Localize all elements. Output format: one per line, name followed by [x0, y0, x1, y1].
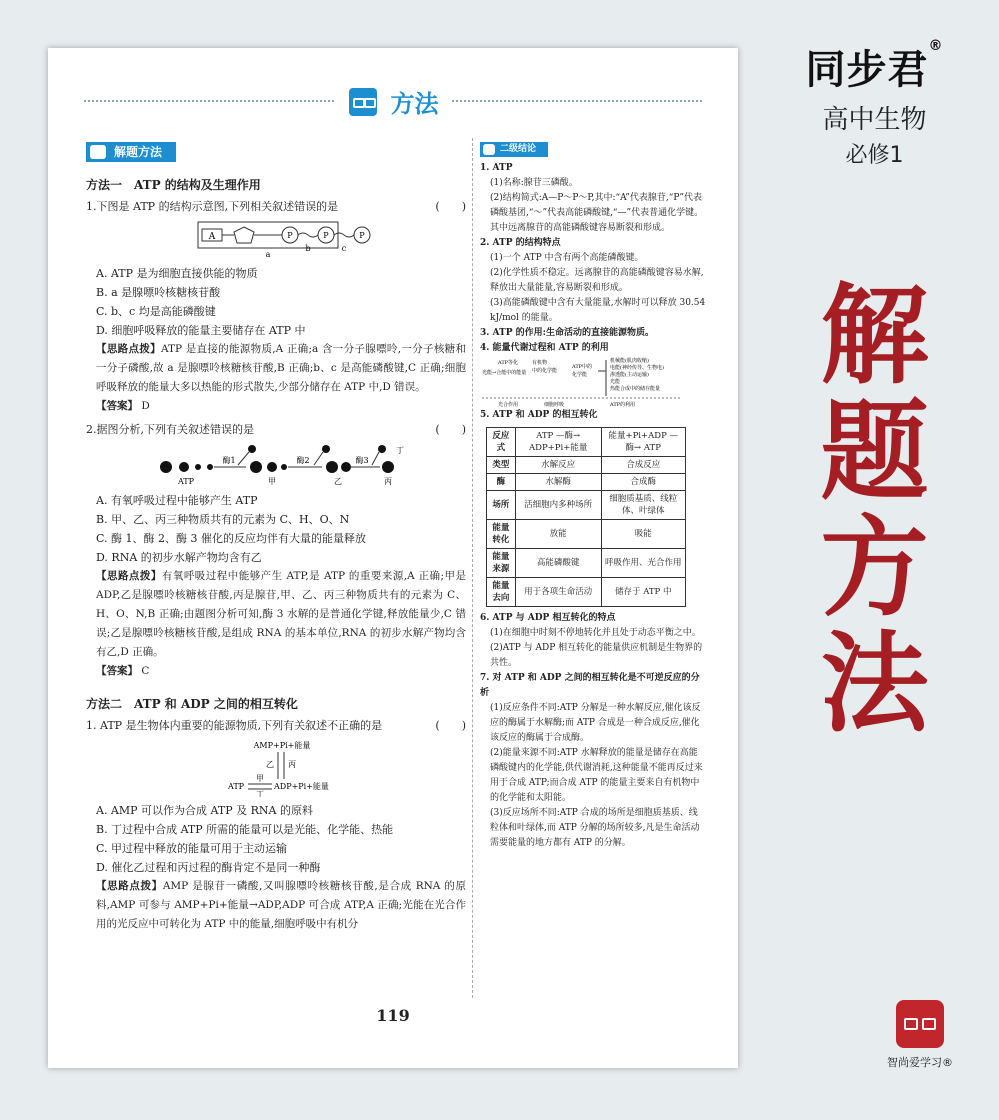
row-header-cell: 能量去向	[487, 578, 516, 607]
big-title-char: 法	[820, 622, 929, 747]
flow-label: ATP等化	[498, 360, 519, 366]
flow-label: 光合作用	[498, 402, 519, 408]
header-divider-right	[452, 100, 702, 102]
option-a: A. AMP 可以作为合成 ATP 及 RNA 的原料	[96, 804, 313, 817]
table-cell: 细胞质基质、线粒体、叶绿体	[601, 491, 686, 520]
flow-label: 中的化学能	[532, 368, 558, 374]
fig1-label: P	[287, 231, 293, 240]
row-header-cell: 反应式	[487, 428, 516, 457]
table-cell: 合成反应	[601, 457, 686, 474]
atp-structure-figure	[86, 220, 466, 260]
analysis-label: 【思路点拨】	[96, 570, 162, 582]
item-line: (1)一个 ATP 中含有两个高能磷酸键。	[490, 253, 644, 263]
atp-adp-amp-figure	[86, 739, 466, 797]
section-tag-conclusions	[480, 142, 548, 157]
method-title: 方法一 ATP 的结构及生理作用	[86, 178, 261, 192]
analysis-text: ATP 是直接的能源物质,A 正确;a 含一分子腺嘌呤,一分子核糖和一分子磷酸,故 a 是腺嘌呤核糖核苷酸,B 正确;b、c 是高能磷酸键,C 正确;细胞呼吸释放的能量大多以热能的形式散失,少部分储存在 ATP 中,D 错误。	[96, 343, 467, 393]
corner-brand	[860, 1000, 980, 1070]
item-title: 4. 能量代谢过程和 ATP 的利用	[480, 343, 609, 353]
glasses-icon	[483, 144, 495, 155]
table-row	[487, 578, 686, 607]
section-tag-methods	[86, 142, 176, 162]
answer	[86, 397, 466, 416]
table-cell: 用于各项生命活动	[515, 578, 601, 607]
table-cell: 水解酶	[515, 474, 601, 491]
table-cell: 储存于 ATP 中	[601, 578, 686, 607]
answer-paren: ( )	[435, 200, 466, 213]
table-cell: 能量+Pi+ADP —酶→ ATP	[601, 428, 686, 457]
column-divider	[472, 138, 473, 998]
item-line: (2)结构简式:A—P～P～P,其中:“A”代表腺苷,“P”代表磷酸基团,“～”代表高能磷酸键,“—”代表普通化学键。其中远离腺苷的高能磷酸键容易断裂和形成。	[490, 193, 704, 233]
option-b: B. 甲、乙、丙三种物质共有的元素为 C、H、O、N	[96, 513, 350, 526]
option-c: C. b、c 均是高能磷酸键	[96, 305, 216, 318]
side-panel	[750, 30, 999, 747]
flow-label: 光能	[610, 379, 621, 385]
flow-label: 化学能	[572, 372, 588, 378]
question-text: 1. ATP 是生物体内重要的能源物质,下列有关叙述不正确的是	[86, 719, 383, 732]
table-row	[487, 520, 686, 549]
fig2-label: 甲	[268, 477, 276, 486]
section-tag-label: 解题方法	[114, 145, 163, 159]
table-row	[487, 428, 686, 457]
subject-label: 高中生物	[822, 105, 927, 135]
table-cell: 高能磷酸键	[515, 549, 601, 578]
item-title: 2. ATP 的结构特点	[480, 238, 561, 248]
book-page	[48, 48, 738, 1068]
analysis-text: AMP 是腺苷一磷酸,又叫腺嘌呤核糖核苷酸,是合成 RNA 的原料,AMP 可参与 AMP+Pi+能量→ADP,ADP 可合成 ATP,A 正确;光能在光合作用的光反应中可转化为 ATP 中的能量,细胞呼吸中有机分	[96, 880, 467, 930]
big-title-char: 解	[820, 274, 929, 399]
fig3-label: ADP+Pi+能量	[274, 782, 329, 791]
analysis	[86, 877, 466, 934]
flow-label: 电能(神经传导、生物电)	[610, 365, 664, 371]
answer-value: D	[141, 400, 150, 412]
energy-flow-figure	[480, 356, 706, 408]
item-line: (1)名称:腺苷三磷酸。	[490, 178, 578, 188]
fig1-label: c	[341, 244, 347, 253]
option-d: D. 细胞呼吸释放的能量主要储存在 ATP 中	[96, 324, 306, 337]
header-center	[334, 84, 454, 119]
question-stem	[86, 420, 466, 439]
flow-label: 光能→合能中的能量	[482, 370, 527, 376]
fig1-label: P	[359, 231, 365, 240]
fig3-label: AMP+Pi+能量	[253, 741, 311, 750]
fig3-label: 丙	[288, 760, 296, 769]
glasses-icon	[90, 145, 106, 159]
fig1-label: b	[305, 244, 311, 253]
item-title: 1. ATP	[480, 163, 513, 173]
answer-value: C	[141, 665, 150, 677]
item-line: (2)化学性质不稳定。远离腺苷的高能磷酸键容易水解,释放出大量能量,容易断裂和形成。	[490, 268, 704, 293]
table-row	[487, 457, 686, 474]
fig3-label: 乙	[266, 760, 274, 769]
left-column	[86, 142, 466, 934]
fig1-label: A	[208, 232, 216, 242]
fig2-label: 酶3	[355, 456, 369, 465]
item-title: 7. 对 ATP 和 ADP 之间的相互转化是不可逆反应的分析	[480, 673, 700, 698]
atp-hydrolysis-figure	[86, 443, 466, 487]
header-divider-left	[84, 100, 334, 102]
row-header-cell: 能量来源	[487, 549, 516, 578]
row-header-cell: 类型	[487, 457, 516, 474]
row-header-cell: 能量转化	[487, 520, 516, 549]
item-line: (3)高能磷酸键中含有大量能量,水解时可以释放 30.54 kJ/mol 的能量。	[490, 298, 706, 323]
answer-paren: ( )	[435, 719, 466, 732]
table-cell: 合成酶	[601, 474, 686, 491]
item-line: (1)反应条件不同:ATP 分解是一种水解反应,催化该反应的酶属于水解酶;而 ATP 合成是一种合成反应,催化该反应的酶属于合成酶。	[490, 703, 701, 743]
atp-hydrolysis-svg	[86, 443, 466, 487]
energy-flow-svg	[480, 356, 706, 408]
atp-structure-svg	[86, 220, 466, 260]
table-cell: ATP —酶→ ADP+Pi+能量	[515, 428, 601, 457]
registered-mark: ®	[942, 1056, 953, 1069]
option-d: D. RNA 的初步水解产物均含有乙	[96, 551, 262, 564]
fig1-label: a	[265, 250, 271, 259]
item-title: 3. ATP 的作用:生命活动的直接能源物质。	[480, 328, 654, 338]
brand-logo	[750, 38, 999, 95]
item-line: (2)能量来源不同:ATP 水解释放的能量是储存在高能磷酸键内的化学能,供代谢消耗,这种能量不能再反过来用于合成 ATP;而合成 ATP 的能量主要来自有机物中的化学能和太阳能。	[490, 748, 703, 803]
fig2-label: 酶2	[296, 456, 310, 465]
fig3-label: 丁	[256, 790, 264, 797]
item-line: (3)反应场所不同:ATP 合成的场所是细胞质基质、线粒体和叶绿体,而 ATP 分解的场所较多,凡是生命活动需要能量的地方都有 ATP 的分解。	[490, 808, 700, 848]
analysis-label: 【思路点拨】	[96, 343, 161, 355]
fig2-label: 丁	[396, 446, 404, 455]
flow-label: 细胞呼吸	[544, 402, 565, 408]
answer-label: 【答案】	[96, 665, 138, 677]
option-b: B. 丁过程中合成 ATP 所需的能量可以是光能、化学能、热能	[96, 823, 394, 836]
question-stem	[86, 197, 466, 216]
table-cell: 活细胞内多种场所	[515, 491, 601, 520]
header-title: 方法	[390, 90, 439, 118]
atp-adp-comparison-table	[486, 427, 686, 607]
answer	[86, 662, 466, 681]
fig1-label: P	[323, 231, 329, 240]
analysis	[86, 567, 466, 662]
right-column	[480, 142, 706, 851]
item-title: 5. ATP 和 ADP 的相互转化	[480, 410, 598, 420]
question-stem	[86, 716, 466, 735]
method-title: 方法二 ATP 和 ADP 之间的相互转化	[86, 697, 298, 711]
table-cell: 吸能	[601, 520, 686, 549]
option-c: C. 酶 1、酶 2、酶 3 催化的反应均伴有大量的能量释放	[96, 532, 366, 545]
option-c: C. 甲过程中释放的能量可用于主动运输	[96, 842, 288, 855]
answer-label: 【答案】	[96, 400, 138, 412]
registered-mark: ®	[928, 38, 944, 54]
row-header-cell: 场所	[487, 491, 516, 520]
flow-label: 机械能(肌肉收缩)	[610, 358, 649, 364]
flow-label: ATP中的	[572, 364, 593, 370]
fig3-label: ATP	[228, 782, 245, 791]
table-cell: 呼吸作用、光合作用	[601, 549, 686, 578]
row-header-cell: 酶	[487, 474, 516, 491]
analysis	[86, 340, 466, 397]
table-row	[487, 549, 686, 578]
item-title: 6. ATP 与 ADP 相互转化的特点	[480, 613, 616, 623]
flow-label: ATP的利用	[610, 402, 636, 408]
analysis-label: 【思路点拨】	[96, 880, 163, 892]
option-b: B. a 是腺嘌呤核糖核苷酸	[96, 286, 221, 299]
answer-paren: ( )	[435, 423, 466, 436]
table-row	[487, 491, 686, 520]
fig3-label: 甲	[256, 774, 264, 783]
option-d: D. 催化乙过程和丙过程的酶肯定不是同一种酶	[96, 861, 321, 874]
table-cell: 放能	[515, 520, 601, 549]
analysis-text: 有氧呼吸过程中能够产生 ATP,是 ATP 的重要来源,A 正确;甲是 ADP,乙是腺嘌呤核糖核苷酸,丙是腺苷,甲、乙、丙三种物质共有的元素为 C、H、O、N,B 正确;由题图分析可知,酶 3 水解的是普通化学键,释放能量少,C 错误;乙是腺嘌呤核糖核苷酸,是组成 RNA 的基本单位,RNA 的初步水解产物均含有乙,D 正确。	[96, 570, 467, 658]
table-row	[487, 474, 686, 491]
brand-name: 同步君	[805, 47, 929, 93]
flow-label: 热能合成中的储存能量	[610, 386, 661, 392]
fig2-label: 酶1	[222, 456, 236, 465]
page-number: 119	[376, 1006, 410, 1025]
big-title-char: 题	[820, 390, 929, 515]
item-line: (1)在细胞中时刻不停地转化并且处于动态平衡之中。	[490, 628, 701, 638]
glasses-logo-icon	[349, 88, 377, 116]
flow-label: 渗透能(主动运输)	[610, 372, 649, 378]
big-title-char: 方	[820, 506, 929, 631]
atp-adp-amp-svg	[86, 739, 466, 797]
big-title	[750, 274, 999, 747]
question-text: 1.下图是 ATP 的结构示意图,下列相关叙述错误的是	[86, 200, 339, 213]
option-a: A. ATP 是为细胞直接供能的物质	[96, 267, 258, 280]
item-line: (2)ATP 与 ADP 相互转化的能量供应机制是生物界的共性。	[490, 643, 703, 668]
flow-label: 有机物	[532, 360, 548, 366]
book-label: 必修1	[845, 143, 904, 168]
table-cell: 水解反应	[515, 457, 601, 474]
fig2-label: 乙	[334, 477, 342, 486]
glasses-logo-icon	[896, 1000, 944, 1048]
question-text: 2.据图分析,下列有关叙述错误的是	[86, 423, 254, 436]
corner-brand-text: 智尚爱学习	[887, 1056, 942, 1069]
section-tag-label: 二级结论	[500, 144, 537, 154]
fig2-label: ATP	[177, 477, 195, 486]
fig2-label: 丙	[384, 477, 392, 486]
page-header	[84, 84, 702, 120]
option-a: A. 有氧呼吸过程中能够产生 ATP	[96, 494, 258, 507]
